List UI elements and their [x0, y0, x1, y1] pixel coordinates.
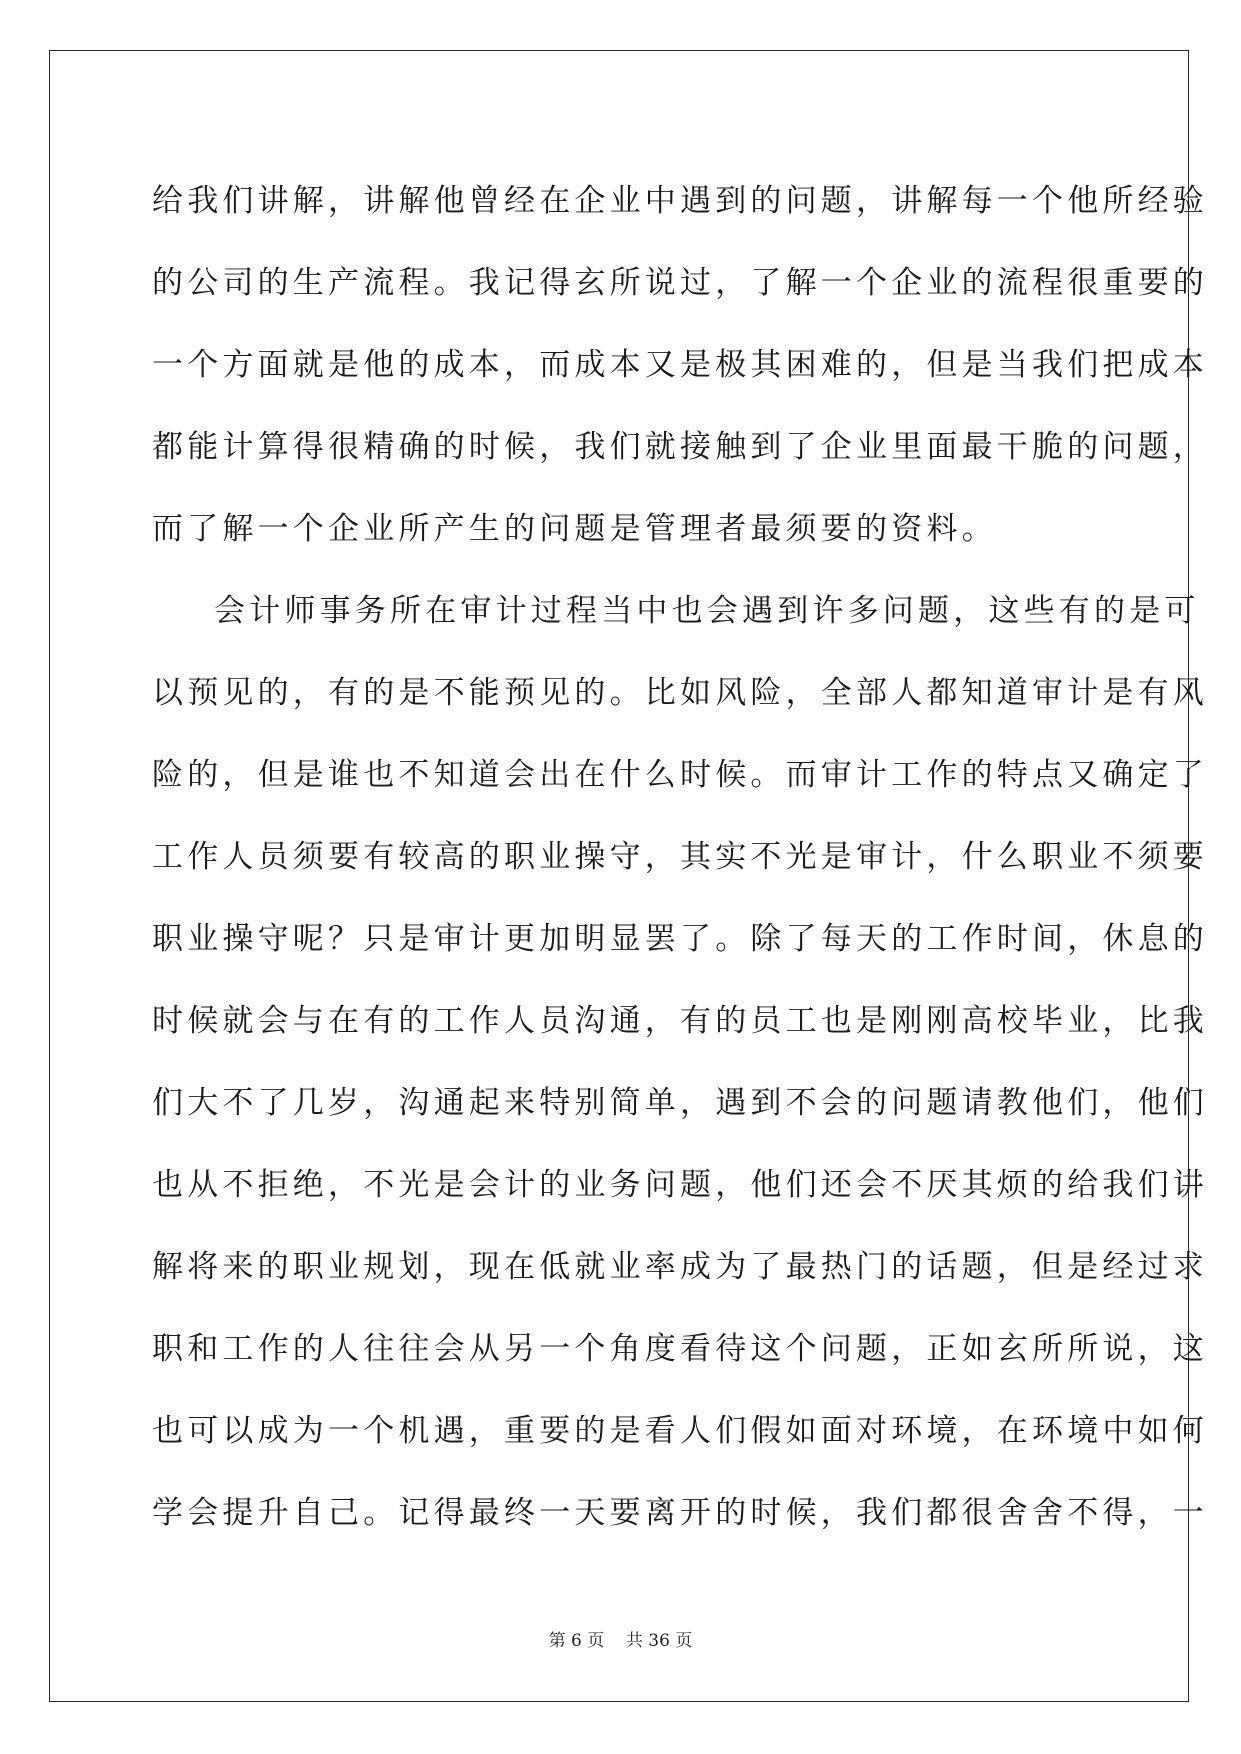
text-line: 以预见的，有的是不能预见的。比如风险，全部人都知道审计是有风	[152, 675, 1208, 711]
text-line: 职和工作的人往往会从另一个角度看待这个问题，正如玄所所说，这	[152, 1331, 1208, 1367]
text-line: 工作人员须要有较高的职业操守，其实不光是审计，什么职业不须要	[152, 839, 1208, 875]
text-line: 也从不拒绝，不光是会计的业务问题，他们还会不厌其烦的给我们讲	[152, 1167, 1208, 1203]
text-line: 而了解一个企业所产生的问题是管理者最须要的资料。	[152, 511, 997, 547]
text-line: 都能计算得很精确的时候，我们就接触到了企业里面最干脆的问题，	[152, 429, 1208, 465]
text-line: 一个方面就是他的成本，而成本又是极其困难的，但是当我们把成本	[152, 347, 1208, 383]
text-line: 学会提升自己。记得最终一天要离开的时候，我们都很舍舍不得，一	[152, 1495, 1208, 1531]
document-body	[152, 160, 1208, 1554]
text-line: 职业操守呢？只是审计更加明显罢了。除了每天的工作时间，休息的	[152, 921, 1208, 957]
text-line: 险的，但是谁也不知道会出在什么时候。而审计工作的特点又确定了	[152, 757, 1208, 793]
text-line: 也可以成为一个机遇，重要的是看人们假如面对环境，在环境中如何	[152, 1413, 1208, 1449]
text-line: 的公司的生产流程。我记得玄所说过，了解一个企业的流程很重要的	[152, 265, 1208, 301]
text-line: 给我们讲解，讲解他曾经在企业中遇到的问题，讲解每一个他所经验	[152, 183, 1208, 219]
text-line: 解将来的职业规划，现在低就业率成为了最热门的话题，但是经过求	[152, 1249, 1208, 1285]
text-line: 们大不了几岁，沟通起来特别简单，遇到不会的问题请教他们，他们	[152, 1085, 1208, 1121]
page-number-footer: 第 6 页 共 36 页	[548, 1631, 693, 1651]
text-line: 时候就会与在有的工作人员沟通，有的员工也是刚刚高校毕业，比我	[152, 1003, 1208, 1039]
text-line: 会计师事务所在审计过程当中也会遇到许多问题，这些有的是可	[214, 593, 1200, 629]
